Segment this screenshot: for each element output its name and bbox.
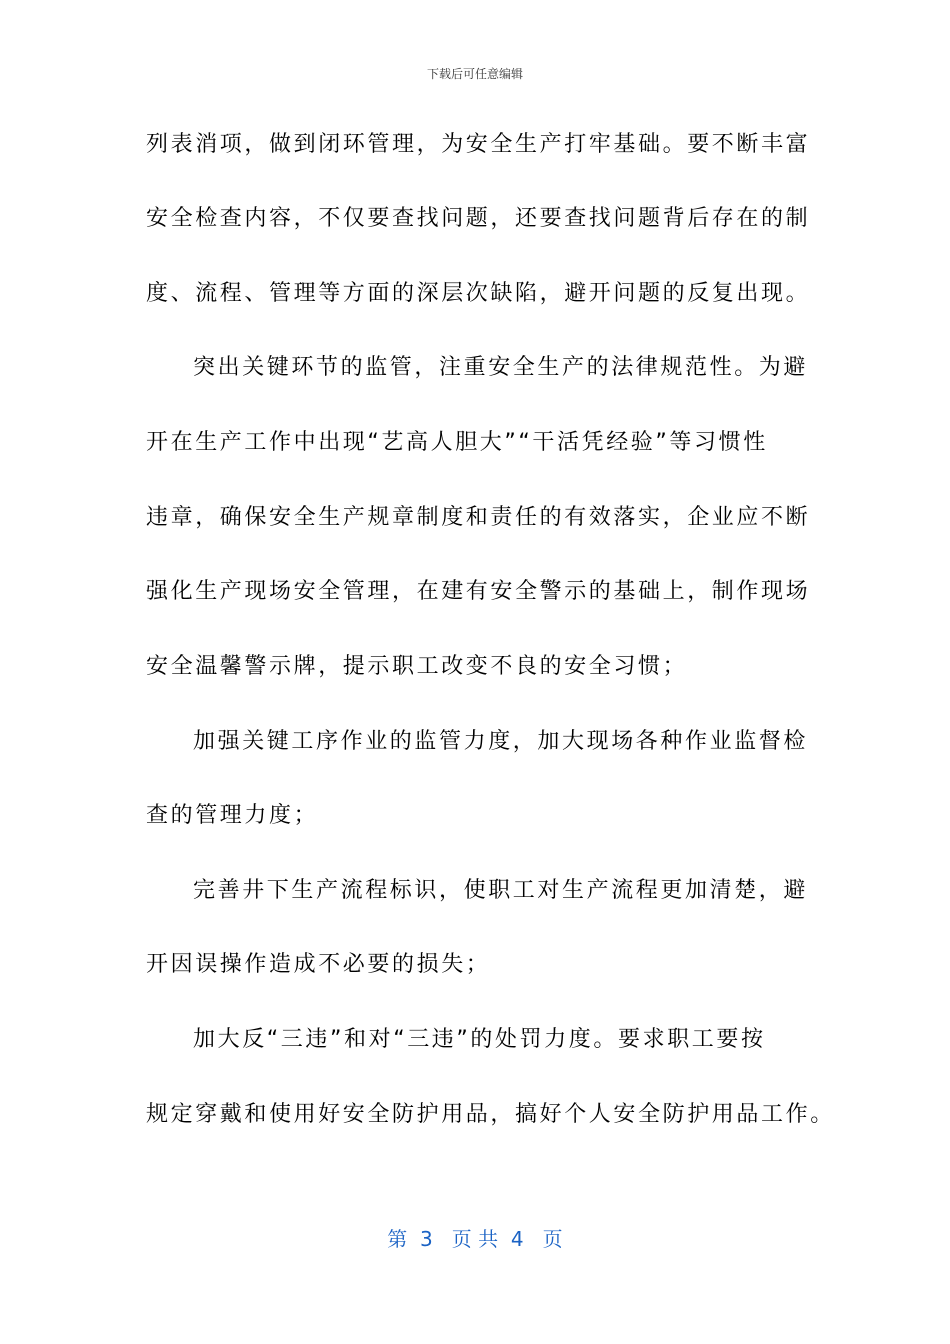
body-line: 强化生产现场安全管理，在建有安全警示的基础上，制作现场 [146, 579, 811, 604]
paragraph-first-line: 加大反“三违”和对“三违”的处罚力度。要求职工要按 [193, 1027, 766, 1052]
body-line: 列表消项，做到闭环管理，为安全生产打牢基础。要不断丰富 [146, 132, 811, 157]
body-line: 安全检查内容，不仅要查找问题，还要查找问题背后存在的制 [146, 206, 811, 231]
body-line: 违章，确保安全生产规章制度和责任的有效落实，企业应不断 [146, 505, 811, 530]
body-line: 度、流程、管理等方面的深层次缺陷，避开问题的反复出现。 [146, 281, 811, 306]
page-number-footer: 第 3 页 共 4 页 [387, 1227, 563, 1251]
body-line: 安全温馨警示牌，提示职工改变不良的安全习惯； [146, 654, 688, 679]
body-line: 开因误操作造成不必要的损失； [146, 952, 491, 977]
paragraph-first-line: 加强关键工序作业的监管力度，加大现场各种作业监督检 [193, 729, 809, 754]
page-header: 下载后可任意编辑 [426, 67, 523, 81]
paragraph-first-line: 完善井下生产流程标识，使职工对生产流程更加清楚，避 [193, 878, 809, 903]
body-line: 开在生产工作中出现“艺高人胆大”“干活凭经验”等习惯性 [146, 430, 768, 455]
paragraph-first-line: 突出关键环节的监管，注重安全生产的法律规范性。为避 [193, 355, 809, 380]
body-line: 查的管理力度； [146, 803, 319, 828]
body-line: 规定穿戴和使用好安全防护用品，搞好个人安全防护用品工作。 [146, 1102, 835, 1127]
